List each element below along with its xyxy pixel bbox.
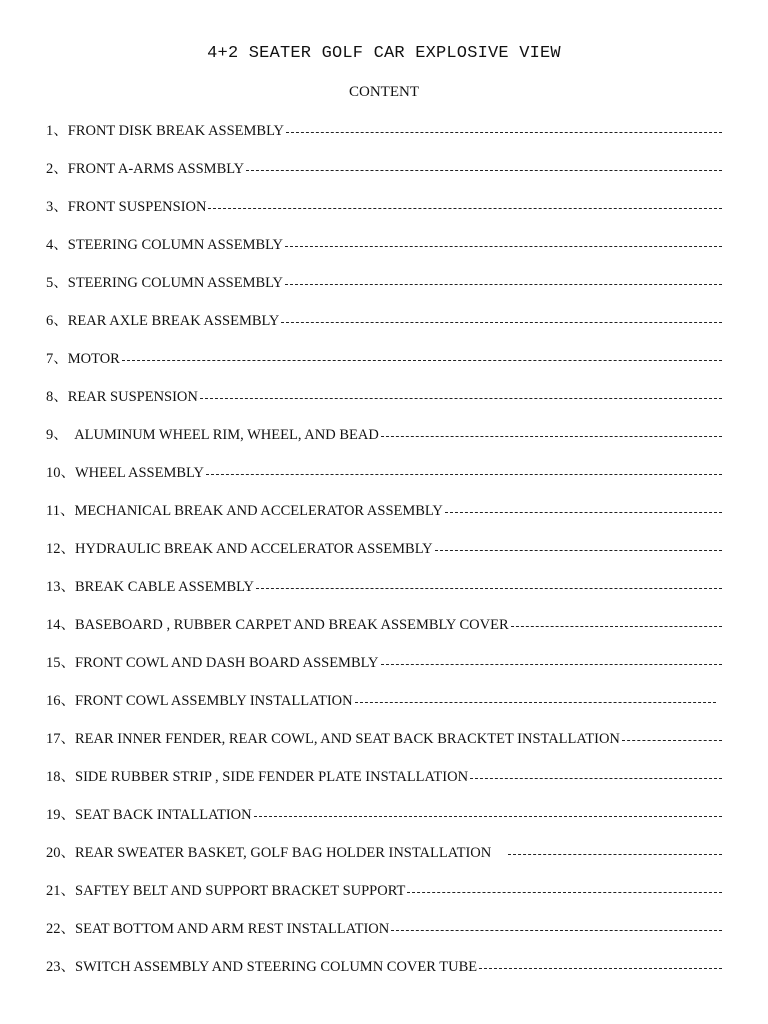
toc-dash-leader bbox=[435, 549, 722, 551]
toc-dash-leader bbox=[285, 283, 722, 285]
toc-dash-leader bbox=[355, 701, 716, 703]
toc-dash-leader bbox=[200, 397, 722, 399]
toc-entry-16 bbox=[46, 690, 722, 728]
toc-dash-leader bbox=[286, 131, 722, 133]
toc-dash-leader bbox=[407, 891, 722, 893]
toc-entry-23 bbox=[46, 956, 722, 994]
toc-entry-label: SAFTEY BELT AND SUPPORT BRACKET SUPPORT bbox=[75, 883, 406, 899]
toc-entry-20 bbox=[46, 842, 722, 880]
toc-entry-6 bbox=[46, 310, 722, 348]
toc-entry-number: 6、 bbox=[46, 313, 68, 329]
toc-dash-leader bbox=[256, 587, 722, 589]
toc-dash-leader bbox=[246, 169, 722, 171]
toc-dash-leader bbox=[122, 359, 722, 361]
toc-entry-number: 19、 bbox=[46, 807, 75, 823]
toc-entry-number: 22、 bbox=[46, 921, 75, 937]
toc-entry-8 bbox=[46, 386, 722, 424]
toc-entry-number: 13、 bbox=[46, 579, 75, 595]
toc-dash-leader bbox=[281, 321, 722, 323]
toc-entry-17 bbox=[46, 728, 722, 766]
toc-dash-leader bbox=[254, 815, 722, 817]
toc-entry-number: 10、 bbox=[46, 465, 75, 481]
toc-entry-4 bbox=[46, 234, 722, 272]
toc-entry-22 bbox=[46, 918, 722, 956]
toc-entry-21 bbox=[46, 880, 722, 918]
toc-dash-leader bbox=[479, 967, 722, 969]
toc-entry-label: MECHANICAL BREAK AND ACCELERATOR ASSEMBLY bbox=[74, 503, 443, 519]
toc-entry-3 bbox=[46, 196, 722, 234]
toc-entry-1 bbox=[46, 120, 722, 158]
toc-entry-19 bbox=[46, 804, 722, 842]
toc-entry-number: 17、 bbox=[46, 731, 75, 747]
toc-entry-number: 23、 bbox=[46, 959, 75, 975]
toc-entry-label: SIDE RUBBER STRIP , SIDE FENDER PLATE INSTALLATION bbox=[75, 769, 469, 785]
toc-entry-label: SWITCH ASSEMBLY AND STEERING COLUMN COVER TUBE bbox=[75, 959, 478, 975]
toc-entry-number: 8、 bbox=[46, 389, 68, 405]
toc-entry-label: FRONT SUSPENSION bbox=[67, 199, 207, 215]
toc-entry-2 bbox=[46, 158, 722, 196]
toc-entry-label: WHEEL ASSEMBLY bbox=[75, 465, 204, 481]
toc-dash-leader bbox=[391, 929, 722, 931]
toc-entry-label: STEERING COLUMN ASSEMBLY bbox=[67, 275, 284, 291]
toc-entry-9 bbox=[46, 424, 722, 462]
toc-dash-leader bbox=[470, 777, 722, 779]
toc-entry-number: 7、 bbox=[46, 351, 68, 367]
table-of-contents bbox=[46, 120, 722, 994]
toc-entry-12 bbox=[46, 538, 722, 576]
toc-dash-leader bbox=[206, 473, 722, 475]
toc-entry-5 bbox=[46, 272, 722, 310]
toc-entry-label: REAR AXLE BREAK ASSEMBLY bbox=[67, 313, 280, 329]
toc-entry-label: MOTOR bbox=[67, 351, 120, 367]
toc-dash-leader bbox=[285, 245, 722, 247]
toc-entry-number: 3、 bbox=[46, 199, 68, 215]
toc-dash-leader bbox=[445, 511, 722, 513]
toc-entry-7 bbox=[46, 348, 722, 386]
toc-dash-leader bbox=[508, 853, 722, 855]
toc-dash-leader bbox=[208, 207, 722, 209]
toc-entry-label: REAR SWEATER BASKET, GOLF BAG HOLDER INSTALLATION bbox=[75, 845, 506, 861]
toc-entry-label: HYDRAULIC BREAK AND ACCELERATOR ASSEMBLY bbox=[75, 541, 433, 557]
toc-entry-11 bbox=[46, 500, 722, 538]
toc-entry-number: 21、 bbox=[46, 883, 75, 899]
toc-entry-10 bbox=[46, 462, 722, 500]
toc-entry-15 bbox=[46, 652, 722, 690]
toc-entry-13 bbox=[46, 576, 722, 614]
toc-entry-number: 12、 bbox=[46, 541, 75, 557]
toc-entry-label: FRONT DISK BREAK ASSEMBLY bbox=[67, 123, 284, 139]
toc-entry-number: 4、 bbox=[46, 237, 68, 253]
toc-entry-label: ALUMINUM WHEEL RIM, WHEEL, AND BEAD bbox=[67, 427, 379, 443]
toc-entry-label: REAR INNER FENDER, REAR COWL, AND SEAT BACK BRACKTET INSTALLATION bbox=[75, 731, 620, 747]
toc-entry-number: 16、 bbox=[46, 693, 75, 709]
toc-entry-number: 20、 bbox=[46, 845, 75, 861]
toc-entry-label: FRONT A-ARMS ASSMBLY bbox=[67, 161, 245, 177]
toc-entry-label: FRONT COWL AND DASH BOARD ASSEMBLY bbox=[75, 655, 379, 671]
toc-dash-leader bbox=[381, 435, 722, 437]
toc-dash-leader bbox=[511, 625, 722, 627]
toc-entry-number: 2、 bbox=[46, 161, 68, 177]
toc-entry-label: STEERING COLUMN ASSEMBLY bbox=[67, 237, 284, 253]
toc-entry-label: BASEBOARD , RUBBER CARPET AND BREAK ASSEMBLY COVER bbox=[75, 617, 509, 633]
document-title: 4+2 SEATER GOLF CAR EXPLOSIVE VIEW bbox=[207, 44, 561, 63]
toc-entry-number: 18、 bbox=[46, 769, 75, 785]
toc-entry-number: 9、 bbox=[46, 427, 68, 443]
toc-entry-label: BREAK CABLE ASSEMBLY bbox=[75, 579, 255, 595]
document-subtitle: CONTENT bbox=[349, 84, 419, 100]
toc-dash-leader bbox=[622, 739, 722, 741]
toc-entry-label: SEAT BACK INTALLATION bbox=[75, 807, 252, 823]
toc-dash-leader bbox=[381, 663, 723, 665]
toc-entry-label: FRONT COWL ASSEMBLY INSTALLATION bbox=[75, 693, 353, 709]
toc-entry-number: 1、 bbox=[46, 123, 68, 139]
toc-entry-number: 11、 bbox=[46, 503, 75, 519]
toc-entry-14 bbox=[46, 614, 722, 652]
toc-entry-number: 15、 bbox=[46, 655, 75, 671]
toc-entry-label: SEAT BOTTOM AND ARM REST INSTALLATION bbox=[75, 921, 390, 937]
toc-entry-18 bbox=[46, 766, 722, 804]
toc-entry-number: 5、 bbox=[46, 275, 68, 291]
toc-entry-label: REAR SUSPENSION bbox=[67, 389, 198, 405]
toc-entry-number: 14、 bbox=[46, 617, 75, 633]
